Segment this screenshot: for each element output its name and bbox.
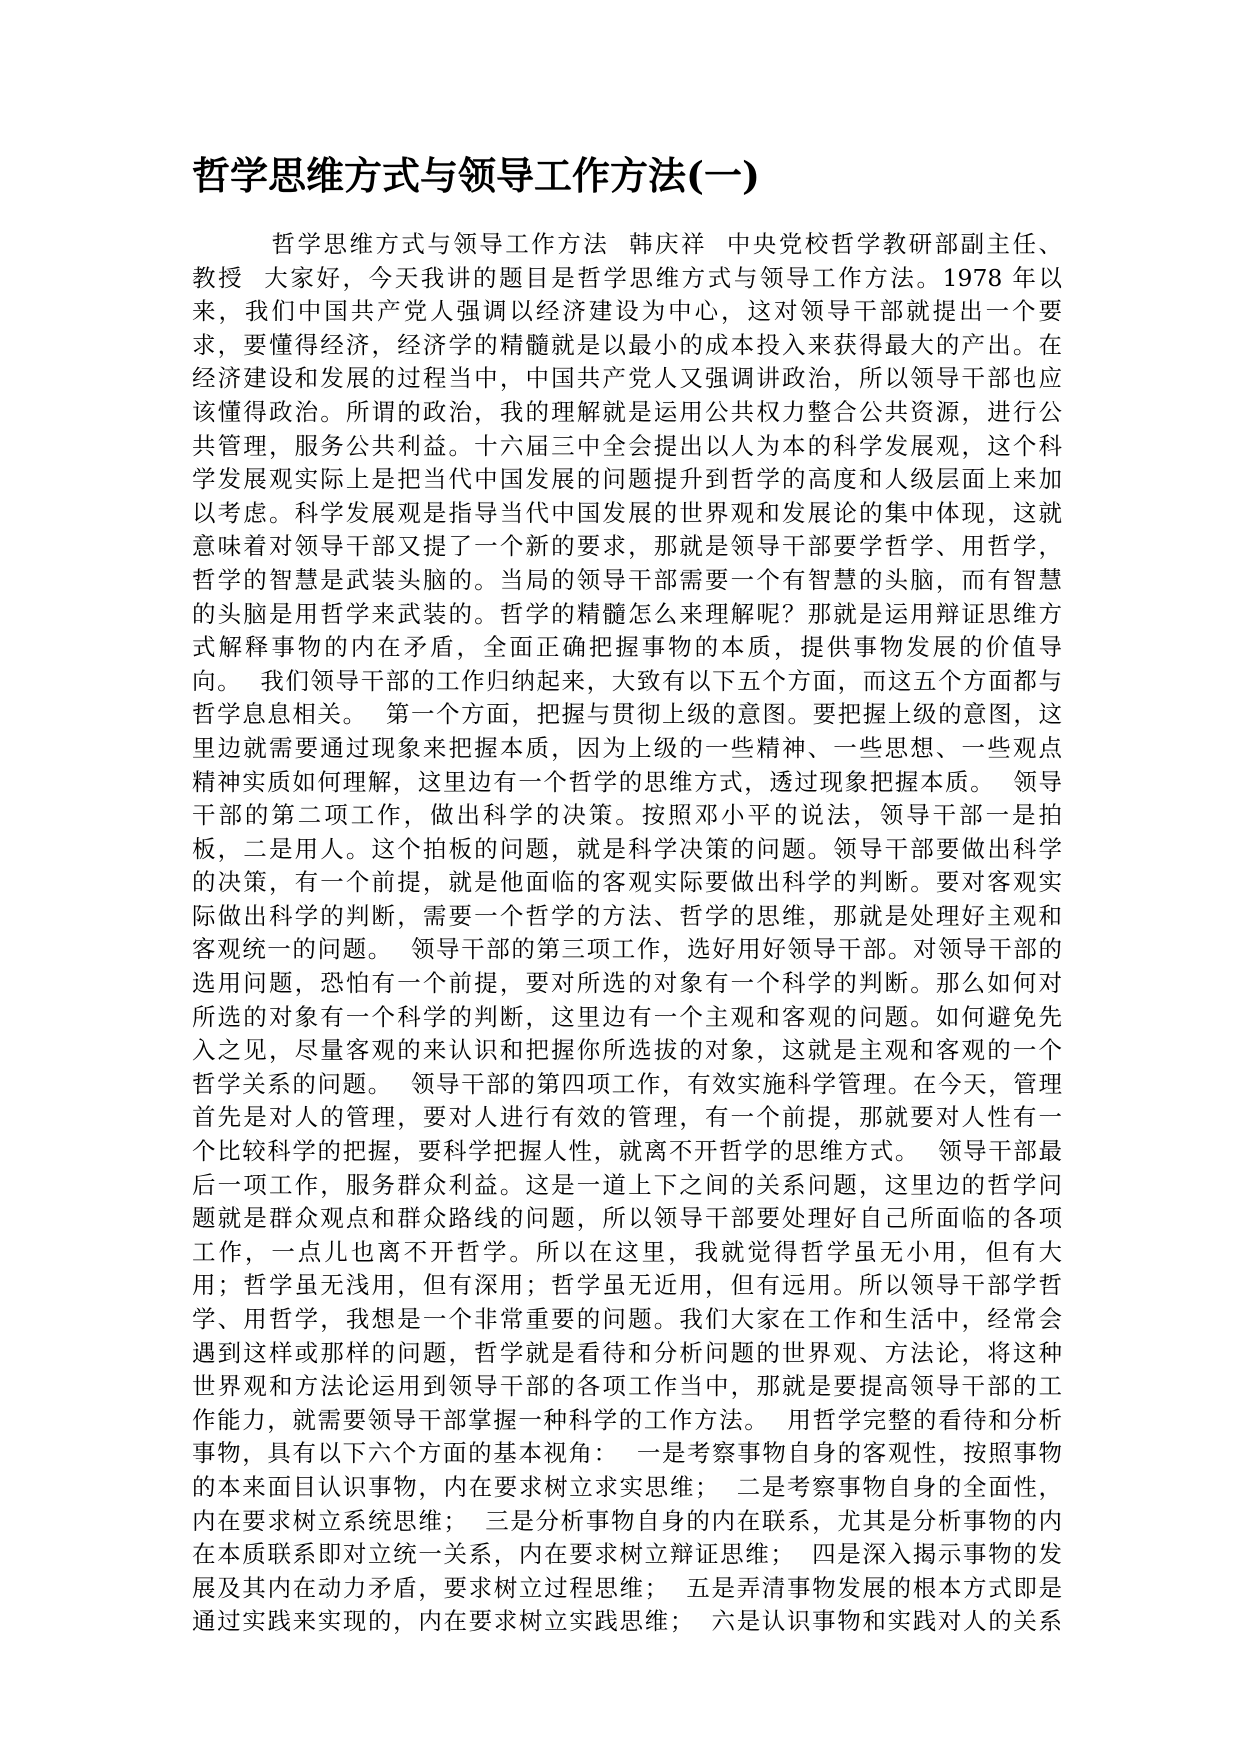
body-text-line: 事物，具有以下六个方面的基本视角： 一是考察事物自身的客观性，按照事物 bbox=[192, 1439, 1062, 1468]
body-text-line: 学、用哲学，我想是一个非常重要的问题。我们大家在工作和生活中，经常会 bbox=[192, 1305, 1062, 1333]
body-text-line: 展及其内在动力矛盾，要求树立过程思维； 五是弄清事物发展的根本方式即是 bbox=[192, 1573, 1062, 1602]
body-text-line: 所选的对象有一个科学的判断，这里边有一个主观和客观的问题。如何避免先 bbox=[192, 1002, 1062, 1031]
body-text-line: 求，要懂得经济，经济学的精髓就是以最小的成本投入来获得最大的产出。在 bbox=[192, 330, 1062, 359]
body-text-line: 来，我们中国共产党人强调以经济建设为中心，这对领导干部就提出一个要 bbox=[192, 297, 1062, 326]
document-title: 哲学思维方式与领导工作方法(一) bbox=[192, 153, 760, 198]
body-text-line: 作能力，就需要领导干部掌握一种科学的工作方法。 用哲学完整的看待和分析 bbox=[192, 1405, 1062, 1434]
body-text-line: 世界观和方法论运用到领导干部的各项工作当中，那就是要提高领导干部的工 bbox=[192, 1372, 1062, 1401]
body-text-line: 用；哲学虽无浅用，但有深用；哲学虽无近用，但有远用。所以领导干部学哲 bbox=[192, 1271, 1062, 1300]
body-text-line: 在本质联系即对立统一关系，内在要求树立辩证思维； 四是深入揭示事物的发 bbox=[192, 1540, 1062, 1569]
body-text-line: 共管理，服务公共利益。十六届三中全会提出以人为本的科学发展观，这个科 bbox=[192, 431, 1062, 460]
body-text-line: 的本来面目认识事物，内在要求树立求实思维； 二是考察事物自身的全面性， bbox=[192, 1472, 1062, 1501]
body-text-line: 精神实质如何理解，这里边有一个哲学的思维方式，透过现象把握本质。 领导 bbox=[192, 767, 1062, 796]
body-text-line: 的头脑是用哲学来武装的。哲学的精髓怎么来理解呢？那就是运用辩证思维方 bbox=[192, 599, 1062, 628]
body-text-line: 选用问题，恐怕有一个前提，要对所选的对象有一个科学的判断。那么如何对 bbox=[192, 969, 1062, 998]
body-text-line: 意味着对领导干部又提了一个新的要求，那就是领导干部要学哲学、用哲学， bbox=[192, 532, 1062, 561]
body-text-line: 哲学关系的问题。 领导干部的第四项工作，有效实施科学管理。在今天，管理 bbox=[192, 1069, 1062, 1098]
body-text-line: 首先是对人的管理，要对人进行有效的管理，有一个前提，那就要对人性有一 bbox=[192, 1103, 1062, 1132]
body-text-line: 经济建设和发展的过程当中，中国共产党人又强调讲政治，所以领导干部也应 bbox=[192, 364, 1062, 393]
body-text-line: 里边就需要通过现象来把握本质，因为上级的一些精神、一些思想、一些观点 bbox=[192, 733, 1062, 762]
body-text-line: 内在要求树立系统思维； 三是分析事物自身的内在联系，尤其是分析事物的内 bbox=[192, 1506, 1062, 1535]
body-text-line: 际做出科学的判断，需要一个哲学的方法、哲学的思维，那就是处理好主观和 bbox=[192, 901, 1062, 930]
body-text-line: 个比较科学的把握，要科学把握人性，就离不开哲学的思维方式。 领导干部最 bbox=[192, 1137, 1062, 1166]
body-text-line: 哲学的智慧是武装头脑的。当局的领导干部需要一个有智慧的头脑，而有智慧 bbox=[192, 565, 1062, 594]
body-text-line: 式解释事物的内在矛盾，全面正确把握事物的本质，提供事物发展的价值导 bbox=[192, 633, 1062, 662]
body-text-line: 教授 大家好，今天我讲的题目是哲学思维方式与领导工作方法。1978 年以 bbox=[192, 263, 1062, 292]
body-text-line: 学发展观实际上是把当代中国发展的问题提升到哲学的高度和人级层面上来加 bbox=[192, 465, 1062, 494]
body-text-line: 后一项工作，服务群众利益。这是一道上下之间的关系问题，这里边的哲学问 bbox=[192, 1170, 1062, 1199]
body-text-line: 入之见，尽量客观的来认识和把握你所选拔的对象，这就是主观和客观的一个 bbox=[192, 1036, 1062, 1065]
body-text-line: 以考虑。科学发展观是指导当代中国发展的世界观和发展论的集中体现，这就 bbox=[192, 498, 1062, 527]
body-text-line: 干部的第二项工作，做出科学的决策。按照邓小平的说法，领导干部一是拍 bbox=[192, 801, 1062, 830]
body-text-line: 向。 我们领导干部的工作归纳起来，大致有以下五个方面，而这五个方面都与 bbox=[192, 666, 1062, 695]
body-text-line: 遇到这样或那样的问题，哲学就是看待和分析问题的世界观、方法论，将这种 bbox=[192, 1338, 1062, 1367]
body-text-line: 板，二是用人。这个拍板的问题，就是科学决策的问题。领导干部要做出科学 bbox=[192, 834, 1062, 863]
document-body bbox=[192, 228, 1062, 1639]
body-text-line: 工作，一点儿也离不开哲学。所以在这里，我就觉得哲学虽无小用，但有大 bbox=[192, 1237, 1062, 1266]
body-text-line: 题就是群众观点和群众路线的问题，所以领导干部要处理好自己所面临的各项 bbox=[192, 1204, 1062, 1233]
body-text-line: 哲学息息相关。 第一个方面，把握与贯彻上级的意图。要把握上级的意图，这 bbox=[192, 700, 1062, 729]
body-text-line: 该懂得政治。所谓的政治，我的理解就是运用公共权力整合公共资源，进行公 bbox=[192, 397, 1062, 426]
body-text-line: 的决策，有一个前提，就是他面临的客观实际要做出科学的判断。要对客观实 bbox=[192, 868, 1062, 897]
body-text-line: 哲学思维方式与领导工作方法 韩庆祥 中央党校哲学教研部副主任、 bbox=[192, 230, 1062, 258]
body-text-line: 通过实践来实现的，内在要求树立实践思维； 六是认识事物和实践对人的关系 bbox=[192, 1607, 1062, 1636]
body-text-line: 客观统一的问题。 领导干部的第三项工作，选好用好领导干部。对领导干部的 bbox=[192, 935, 1062, 964]
